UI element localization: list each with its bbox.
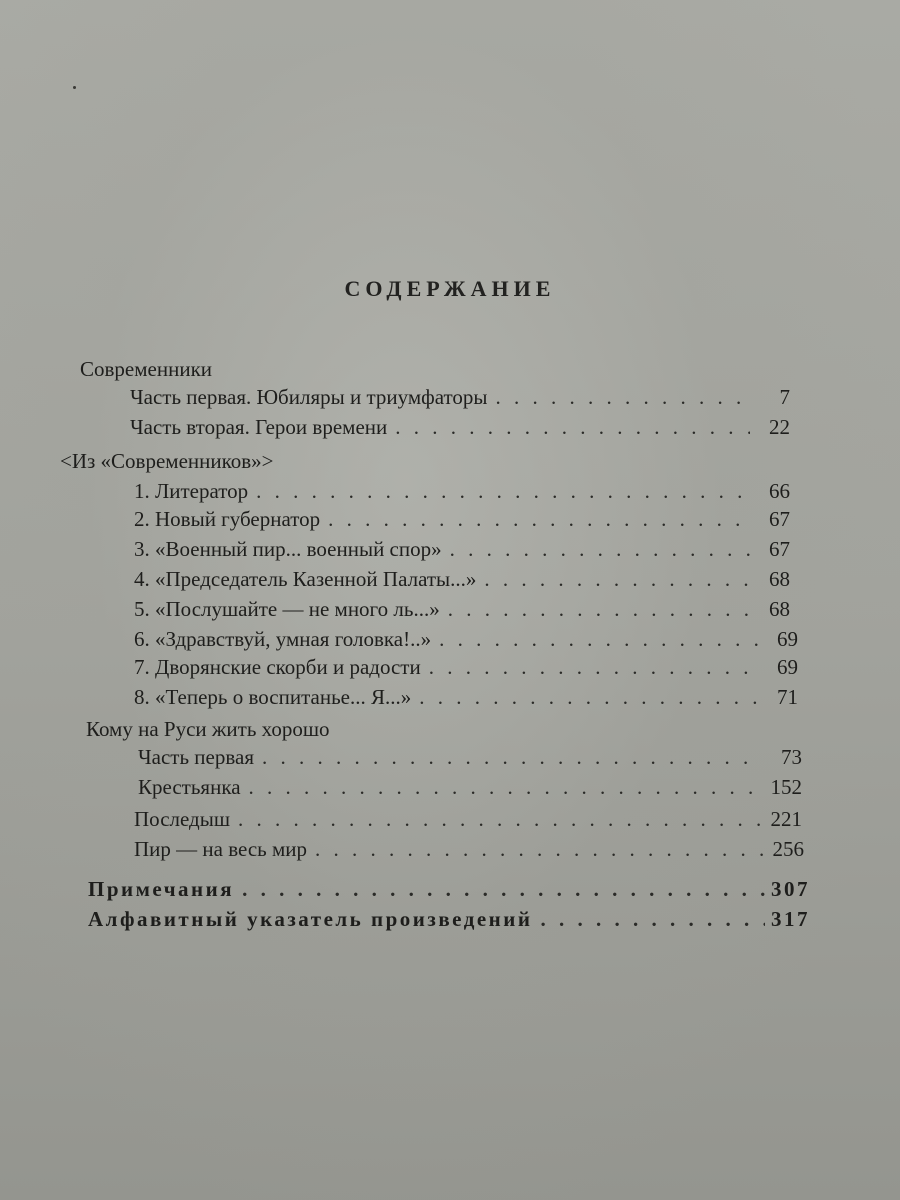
dot-leader [256,478,750,504]
entry-label: 5. «Послушайте — не много ль...» [134,597,440,621]
dot-leader [429,654,758,680]
dot-leader [484,566,750,592]
dot-leader [242,876,765,902]
toc-entry[interactable] [134,806,802,832]
dot-leader [439,626,758,652]
toc-entry[interactable] [134,566,790,592]
dot-leader [328,506,750,532]
toc-entry-notes[interactable] [88,876,810,902]
page-number: 69 [777,655,798,679]
entry-label: Часть вторая. Герои времени [130,415,388,439]
section-title: Кому на Руси жить хорошо [86,717,330,741]
dot-leader [540,906,765,932]
toc-entry[interactable] [134,596,790,622]
page-number: 152 [770,775,802,799]
page-number: 221 [770,807,802,831]
entry-label: 6. «Здравствуй, умная головка!..» [134,627,432,651]
toc-heading: СОДЕРЖАНИЕ [344,276,556,301]
toc-entry[interactable] [134,626,798,652]
page-number: 73 [781,745,802,769]
toc-entry[interactable] [134,684,798,710]
entry-label: 1. Литератор [134,479,249,503]
page-number: 317 [771,907,810,931]
toc-entry[interactable] [134,836,804,862]
page-number: 67 [769,507,790,531]
page-number: 71 [777,685,798,709]
page-number: 307 [771,877,810,901]
dot-leader [419,684,758,710]
page-number: 22 [769,415,790,439]
entry-label: Алфавитный указатель произведений [88,907,533,931]
entry-label: Примечания [88,877,235,901]
dot-leader [395,414,750,440]
page-number: 66 [769,479,790,503]
entry-label: Пир — на весь мир [134,837,308,861]
entry-label: 3. «Военный пир... военный спор» [134,537,442,561]
toc-entry[interactable] [130,384,790,410]
dot-leader [496,384,750,410]
page-number: 67 [769,537,790,561]
dot-leader [249,774,762,800]
toc-entry[interactable] [138,774,802,800]
entry-label: 8. «Теперь о воспитанье... Я...» [134,685,412,709]
toc-entry[interactable] [130,414,790,440]
entry-label: 4. «Председатель Казенной Палаты...» [134,567,477,591]
toc-entry[interactable] [134,478,790,504]
dot-leader [262,744,762,770]
page-number: 68 [769,597,790,621]
page-number: 256 [772,837,804,861]
page-number: 69 [777,627,798,651]
dot-leader [238,806,762,832]
dot-leader [315,836,764,862]
dot-leader [448,596,750,622]
entry-label: Часть первая. Юбиляры и триумфаторы [130,385,488,409]
toc-entry[interactable] [134,506,790,532]
toc-entry-index[interactable] [88,906,810,932]
entry-label: 2. Новый губернатор [134,507,321,531]
toc-entry[interactable] [134,536,790,562]
entry-label: Часть первая [138,745,254,769]
dot-leader [450,536,750,562]
page-number: 7 [779,385,790,409]
toc-entry[interactable] [138,744,802,770]
entry-label: Крестьянка [138,775,241,799]
entry-label: Последыш [134,807,230,831]
entry-label: 7. Дворянские скорби и радости [134,655,421,679]
page-number: 68 [769,567,790,591]
section-title: Современники [80,357,213,381]
toc-entry[interactable] [134,654,798,680]
section-title: <Из «Современников»> [60,449,274,473]
